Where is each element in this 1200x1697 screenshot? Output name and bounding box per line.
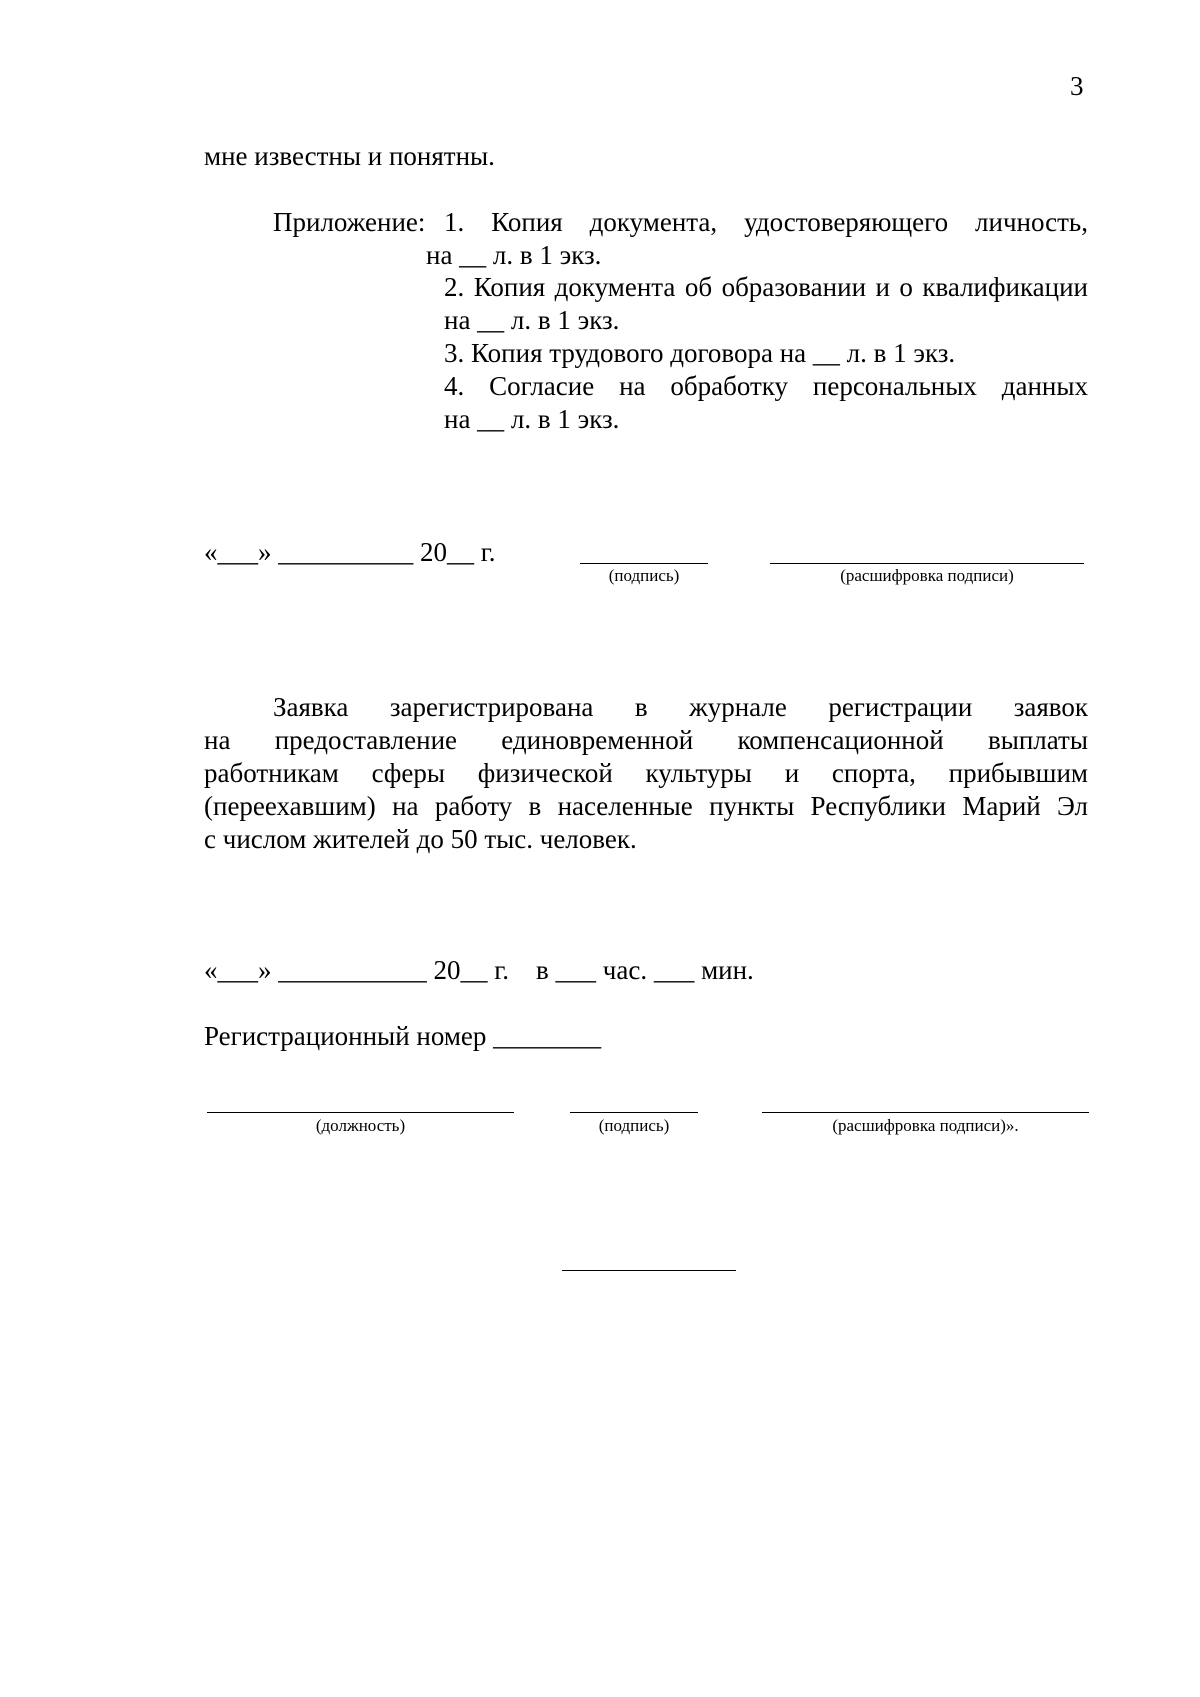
applicant-decoding-line [770, 563, 1084, 564]
applicant-signature-line [580, 563, 708, 564]
registration-line-2: на предоставление единовременной компенсационной выплаты [204, 725, 1088, 755]
official-signature-line [570, 1112, 698, 1113]
attachments-label: Приложение: [273, 207, 426, 237]
applicant-decoding-caption: (расшифровка подписи) [840, 566, 1014, 585]
intro-tail-text: мне известны и понятны. [204, 141, 495, 171]
official-decoding-caption: (расшифровка подписи)». [832, 1116, 1019, 1135]
applicant-signature-caption: (подпись) [608, 566, 680, 585]
registration-line-3: работникам сферы физической культуры и спорта, прибывшим [204, 758, 1088, 788]
attachment-item-3: 3. Копия трудового договора на __ л. в 1 экз. [444, 338, 956, 368]
attachment-item-1-pages: на __ л. в 1 экз. [426, 240, 602, 270]
attachment-item-4-pages: на __ л. в 1 экз. [444, 404, 620, 434]
attachment-item-4: 4. Согласие на обработку персональных данных [444, 371, 1088, 401]
official-signature-caption: (подпись) [598, 1116, 670, 1135]
registration-line-1: Заявка зарегистрирована в журнале регистрации заявок [273, 692, 1088, 722]
page-number: 3 [1070, 71, 1084, 101]
registration-line-4: (переехавшим) на работу в населенные пункты Республики Марий Эл [204, 791, 1088, 821]
registration-line-5: с числом жителей до 50 тыс. человек. [204, 824, 637, 854]
attachment-item-1: 1. Копия документа, удостоверяющего личность, [444, 207, 1088, 237]
official-position-line [207, 1112, 514, 1113]
attachment-item-2-pages: на __ л. в 1 экз. [444, 305, 620, 335]
closing-separator-line [562, 1270, 736, 1271]
official-position-caption: (должность) [315, 1116, 406, 1135]
applicant-date: «___» __________ 20__ г. [204, 537, 496, 567]
attachment-item-2: 2. Копия документа об образовании и о квалификации [444, 272, 1088, 302]
official-decoding-line [762, 1112, 1089, 1113]
registration-number: Регистрационный номер ________ [204, 1021, 602, 1051]
registration-datetime: «___» ___________ 20__ г. в ___ час. ___ мин. [204, 955, 754, 985]
